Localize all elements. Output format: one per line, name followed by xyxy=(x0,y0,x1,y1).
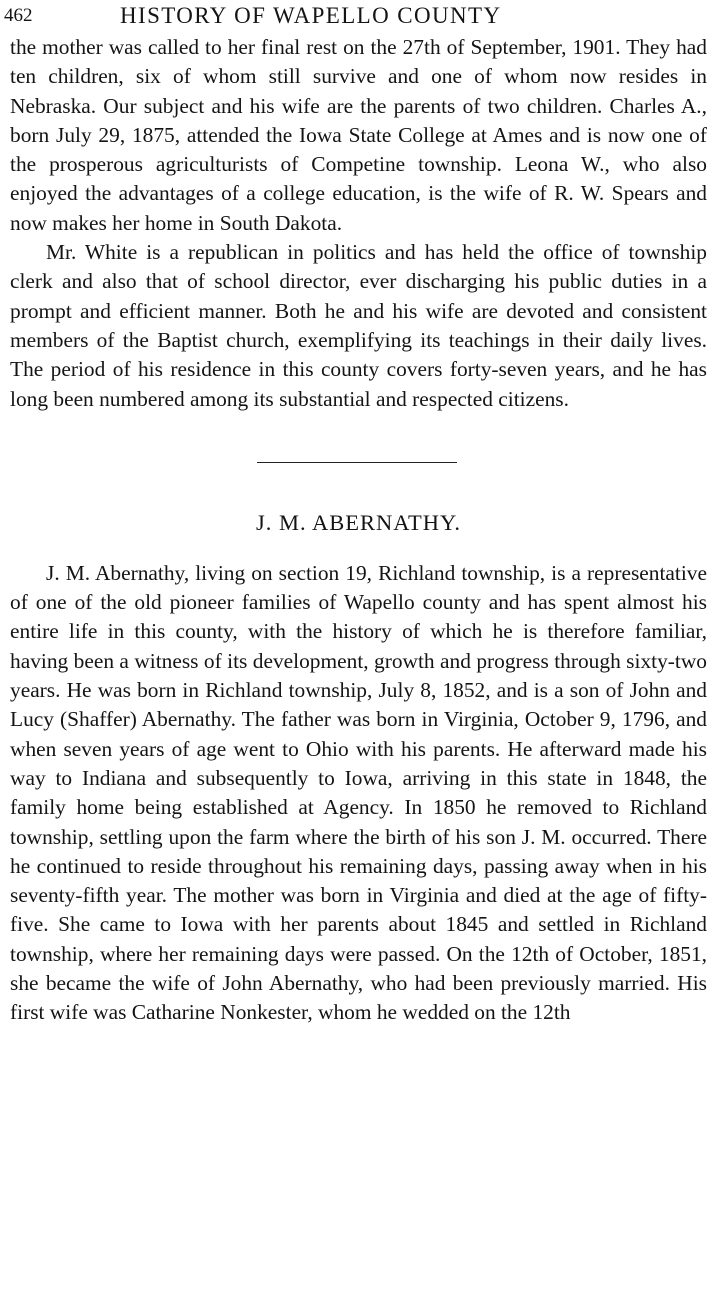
paragraph-children: the mother was called to her final rest on the 27th of September, 1901. They had ten children, six of whom still survive and one of whom now resides in Nebraska. Our subject and his wife are the parents of two children. Charles A., born July 29, 1875, attended the Iowa State College at Ames and is now one of the prosperous agriculturists of Competine township. Leona W., who also enjoyed the advantages of a college education, is the wife of R. W. Spears and now makes her home in South Dakota. xyxy=(10,35,707,235)
page-number: 462 xyxy=(4,5,33,26)
running-head xyxy=(4,3,707,33)
running-title: HISTORY OF WAPELLO COUNTY xyxy=(120,3,502,28)
paragraph-abernathy: J. M. Abernathy, living on section 19, Richland township, is a representative of one of the old pioneer families of Wapello county and has spent almost his entire life in this county, with the history of which he is therefore familiar, having been a witness of its development, growth and progress through sixty-two years. He was born in Richland township, July 8, 1852, and is a son of John and Lucy (Shaffer) Abernathy. The father was born in Virginia, October 9, 1796, and when seven years of age went to Ohio with his parents. He afterward made his way to Indiana and subsequently to Iowa, arriving in this state in 1848, the family home being established at Agency. In 1850 he removed to Richland township, settling upon the farm where the birth of his son J. M. occurred. There he continued to reside throughout his remaining days, passing away when in his seventy-fifth year. The mother was born in Virginia and died at the age of fifty-five. She came to Iowa with her parents about 1845 and settled in Richland township, where her remaining days were passed. On the 12th of October, 1851, she became the wife of John Abernathy, who had been previously married. His first wife was Catharine Nonkester, whom he wedded on the 12th xyxy=(10,560,707,1025)
book-page xyxy=(4,0,707,1028)
section-separator xyxy=(10,414,707,509)
section-abernathy xyxy=(10,559,707,1028)
biography-heading: J. M. ABERNATHY. xyxy=(256,509,461,535)
paragraph-politics: Mr. White is a republican in politics and has held the office of township clerk and also that of school director, ever discharging his public duties in a prompt and efficient manner. Both he and his wife are devoted and consistent members of the Baptist church, exemplifying its teachings in their daily lives. The period of his residence in this county covers forty-seven years, and he has long been numbered among its substantial and respected citizens. xyxy=(10,240,707,411)
horizontal-rule xyxy=(257,462,457,463)
section-white-continued xyxy=(10,33,707,414)
